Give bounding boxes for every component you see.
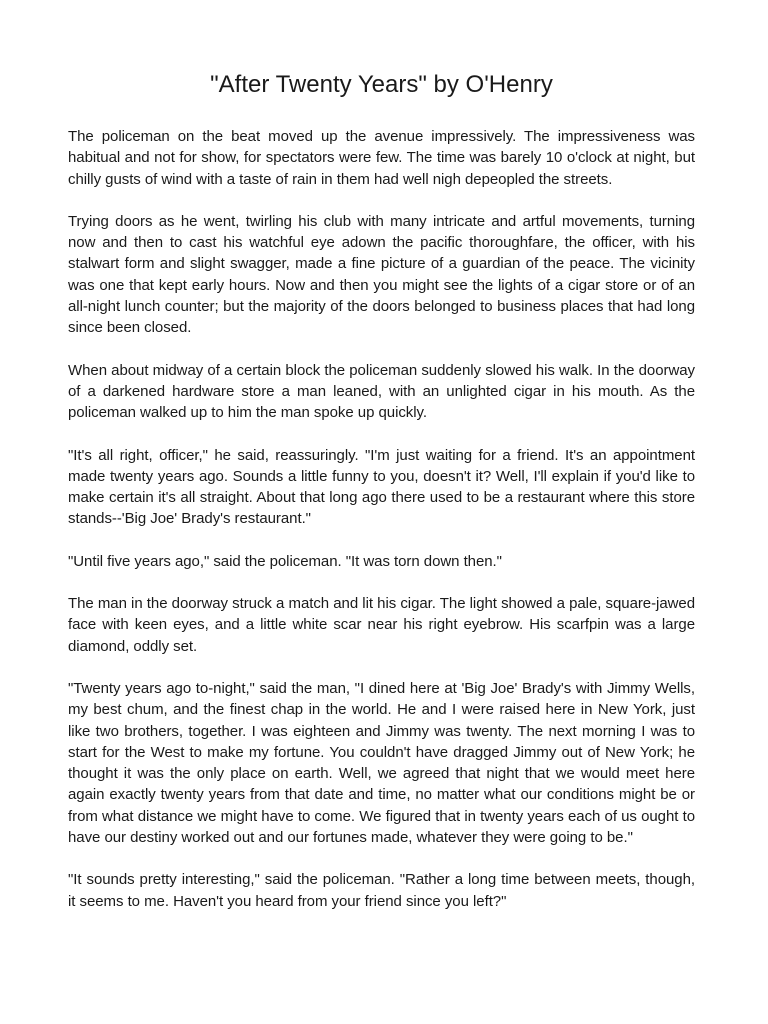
paragraph-5: "Until five years ago," said the policeman. "It was torn down then." [68, 552, 502, 570]
document-title: "After Twenty Years" by O'Henry [210, 71, 553, 98]
paragraph-8: "It sounds pretty interesting," said the policeman. "Rather a long time between meets, though, it seems to me. Haven't you heard from your friend since you left?" [68, 871, 695, 910]
paragraph-1: The policeman on the beat moved up the avenue impressively. The impressiveness was habitual and not for show, for spectators were few. The time was barely 10 o'clock at night, but chilly gusts of wind with a taste of rain in them had well nigh depeopled the streets. [68, 128, 695, 188]
paragraph-2: Trying doors as he went, twirling his club with many intricate and artful movements, turning now and then to cast his watchful eye adown the pacific thoroughfare, the officer, with his stalwart form and slight swagger, made a fine picture of a guardian of the peace. The vicinity was one that kept early hours. Now and then you might see the lights of a cigar store or of an all-night lunch counter; but the majority of the doors belonged to business places that had long since been closed. [68, 212, 695, 337]
paragraph-7: "Twenty years ago to-night," said the man, "I dined here at 'Big Joe' Brady's with Jimmy Wells, my best chum, and the finest chap in the world. He and I were raised here in New York, just like two brothers, together. I was eighteen and Jimmy was twenty. The next morning I was to start for the West to make my fortune. You couldn't have dragged Jimmy out of New York; he thought it was the only place on earth. Well, we agreed that night that we would meet here again exactly twenty years from that date and time, no matter what our conditions might be or from what distance we might have to come. We figured that in twenty years each of us ought to have our destiny worked out and our fortunes made, whatever they were going to be." [68, 679, 695, 847]
paragraph-3: When about midway of a certain block the policeman suddenly slowed his walk. In the doorway of a darkened hardware store a man leaned, with an unlighted cigar in his mouth. As the policeman walked up to him the man spoke up quickly. [68, 361, 695, 422]
paragraph-4: "It's all right, officer," he said, reassuringly. "I'm just waiting for a friend. It's an appointment made twenty years ago. Sounds a little funny to you, doesn't it? Well, I'll explain if you'd like to make certain it's all straight. About that long ago there used to be a restaurant where this store stands--'Big Joe' Brady's restaurant." [68, 446, 695, 528]
paragraph-6: The man in the doorway struck a match and lit his cigar. The light showed a pale, square-jawed face with keen eyes, and a little white scar near his right eyebrow. His scarfpin was a large diamond, oddly set. [68, 595, 695, 655]
